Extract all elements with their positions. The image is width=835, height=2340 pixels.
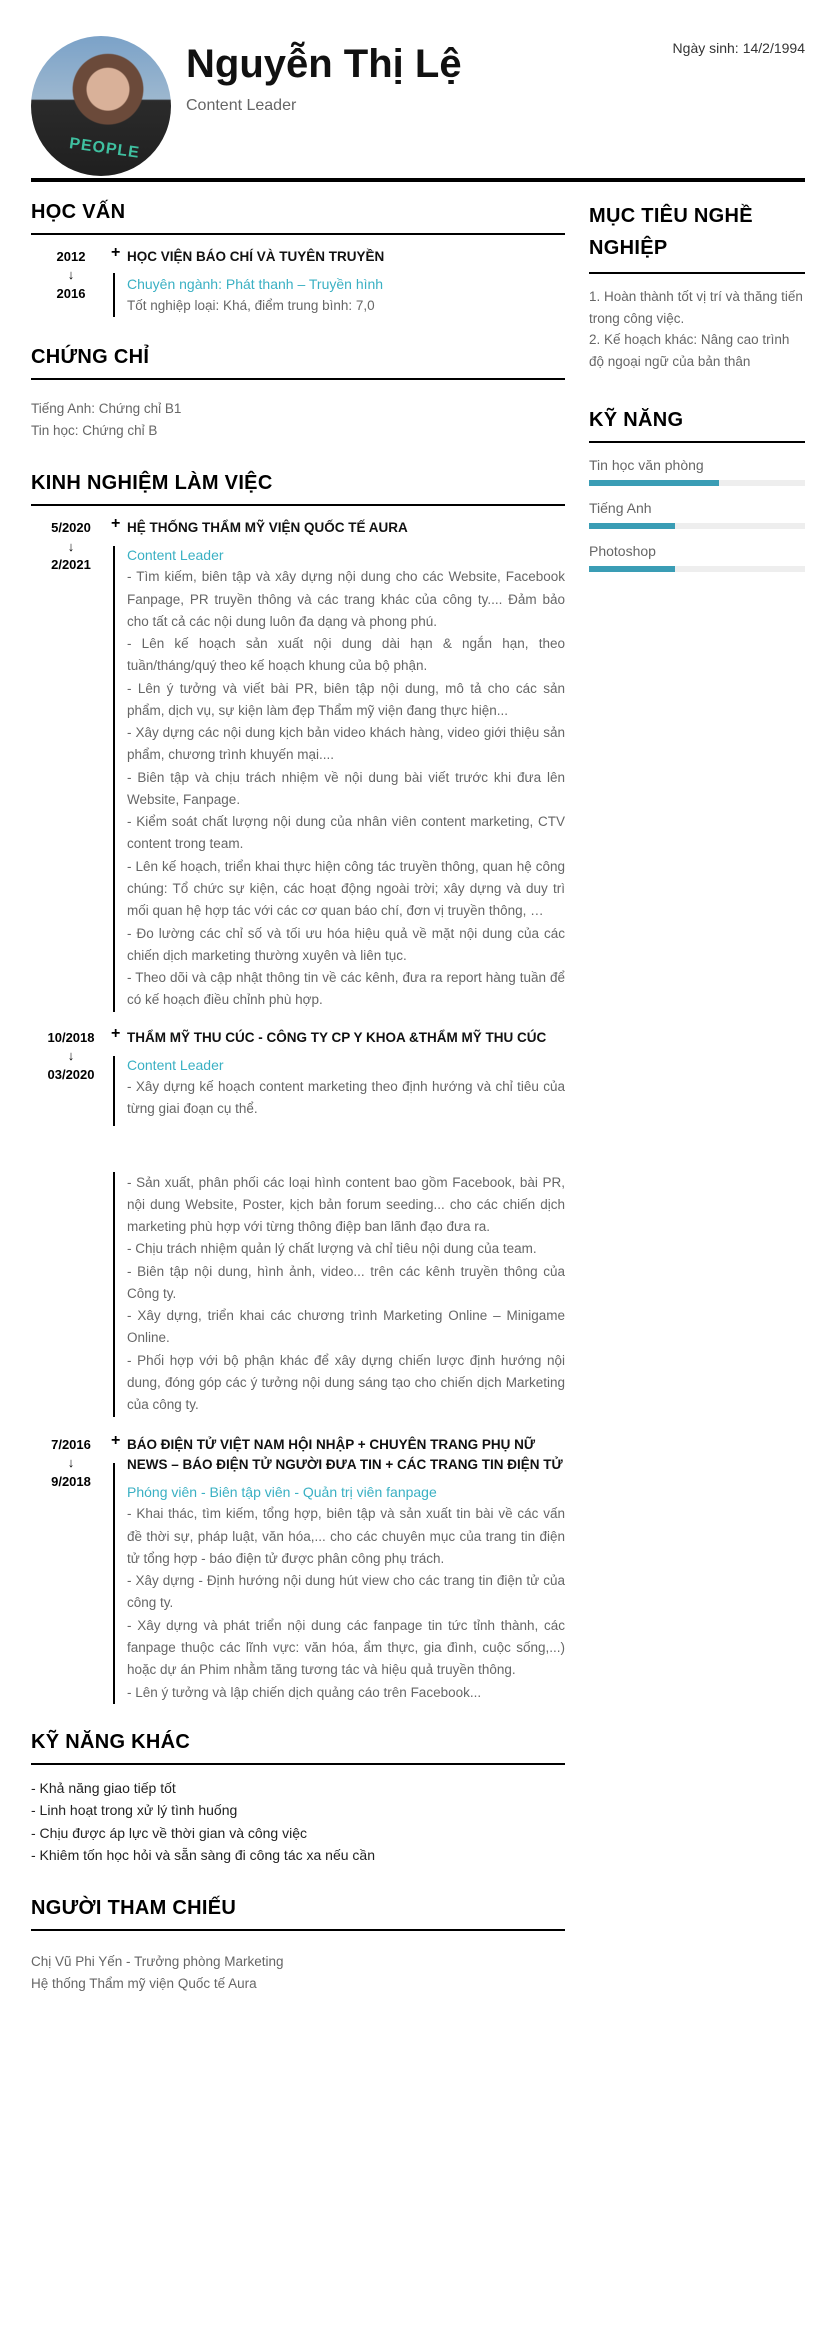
duty-line: - Lên kế hoạch, triển khai thực hiện công tác truyền thông, quan hệ công chúng: Tổ chức sự kiện, các hoạt động ngoài trời; xây dựng và duy trì mối quan hệ hợp tác với các cơ quan báo chí, đơn vị truyền thông, … [127, 858, 565, 919]
arrow-down-icon: ↓ [67, 267, 75, 283]
company-name: BÁO ĐIỆN TỬ VIỆT NAM HỘI NHẬP + CHUYÊN TRANG PHỤ NỮ NEWS – BÁO ĐIỆN TỬ NGƯỜI ĐƯA TIN + CÁC TRANG TIN ĐIỆN TỬ [127, 1436, 563, 1473]
entry-dates [31, 1028, 111, 1126]
duty-line: - Khai thác, tìm kiếm, tổng hợp, biên tập và sản xuất tin bài về các vấn đề thời sự, pháp luật, văn hóa,... cho các chuyên mục của trang tin điện tử tổng hợp - báo điện tử được phân công phụ trách. [127, 1506, 565, 1566]
header-divider [31, 178, 805, 182]
education-title: HỌC VẤN [31, 200, 565, 235]
plus-icon: + [111, 515, 121, 533]
duty-line: - Theo dõi và cập nhật thông tin về các kênh, đưa ra report hàng tuần để có kế hoạch điều chỉnh phù hợp. [127, 970, 565, 1008]
arrow-down-icon: ↓ [67, 538, 75, 554]
objective-item: 2. Kế hoạch khác: Nâng cao trình độ ngoại ngữ của bản thân [589, 332, 790, 369]
objective-item: 1. Hoàn thành tốt vị trí và thăng tiến trong công việc. [589, 289, 803, 326]
entry-body [111, 244, 565, 317]
company-name: THẨM MỸ THU CÚC - CÔNG TY CP Y KHOA &THẨM MỸ THU CÚC [127, 1029, 547, 1045]
duty-line: - Xây dựng, triển khai các chương trình Marketing Online – Minigame Online. [127, 1308, 565, 1346]
skills-section [589, 408, 805, 572]
date-start: 7/2016 [51, 1436, 91, 1452]
duty-line: - Sản xuất, phân phối các loại hình content bao gồm Facebook, bài PR, nội dung Website, Poster, kịch bản forum seeding... cho các chiến dịch marketing phù hợp với từng thông điệp ban lãnh đạo đưa ra. [127, 1174, 565, 1235]
other-skill-item: - Khả năng giao tiếp tốt [31, 1779, 176, 1796]
reference-item: Chị Vũ Phi Yến - Trưởng phòng Marketing [31, 1954, 284, 1970]
education-result: Tốt nghiệp loại: Khá, điểm trung bình: 7,0 [127, 297, 375, 313]
entry-body [111, 515, 565, 1011]
duty-line: - Lên ý tưởng và lập chiến dịch quảng cáo trên Facebook... [127, 1684, 482, 1700]
certificate-item: Tiếng Anh: Chứng chỉ B1 [31, 401, 182, 417]
job-description [127, 1172, 565, 1417]
job-description [127, 566, 565, 1011]
other-skill-item: - Linh hoạt trong xử lý tình huống [31, 1802, 238, 1819]
company-name: HỆ THỐNG THẨM MỸ VIỆN QUỐC TẾ AURA [127, 520, 408, 536]
education-section [31, 200, 565, 317]
certificates-section [31, 345, 565, 441]
duty-line: - Lên kế hoạch sản xuất nội dung dài hạn & ngắn hạn, theo tuần/tháng/quý theo kế hoạch khung của bộ phận. [127, 636, 565, 674]
plus-icon: + [111, 244, 121, 261]
date-end: 2/2021 [51, 557, 91, 573]
skill-bar [589, 480, 805, 486]
objective-section [589, 200, 805, 372]
dob-label: Ngày sinh: [672, 40, 739, 56]
other-skills-section [31, 1730, 565, 1867]
skill-item [589, 541, 805, 572]
date-end: 9/2018 [51, 1473, 91, 1489]
avatar [31, 36, 171, 176]
duty-line: - Phối hợp với bộ phận khác để xây dựng chiến lược định hướng nội dung, đóng góp các ý tưởng nội dung sáng tạo cho chiến dịch Marketing của công ty. [127, 1352, 565, 1413]
education-major: Chuyên ngành: Phát thanh – Truyền hình [127, 275, 384, 292]
experience-title: KINH NGHIỆM LÀM VIỆC [31, 471, 565, 506]
references-title: NGƯỜI THAM CHIẾU [31, 1896, 565, 1931]
duty-line: - Lên ý tưởng và viết bài PR, biên tập nội dung, mô tả cho các sản phẩm, dịch vụ, sự kiện làm đẹp Thẩm mỹ viện đang thực hiện... [127, 680, 565, 718]
duty-line: - Tìm kiếm, biên tập và xây dựng nội dung cho các Website, Facebook Fanpage, PR truyền thông và các trang khác của công ty.... Đảm bảo cho tất cả các nội dung luôn đa dạng và phong phú. [127, 569, 565, 629]
duty-line: - Xây dựng và phát triển nội dung các fanpage tin tức tỉnh thành, các fanpage thuộc các lĩnh vực: văn hóa, ẩm thực, gia đình, cuộc sống,...) hoặc dự án Phim nhằm tăng tương tác và hiệu quả truyền thông. [127, 1617, 565, 1678]
skill-item [589, 498, 805, 529]
duty-line: - Xây dựng kế hoạch content marketing theo định hướng và chỉ tiêu của từng giai đoạn cụ thể. [127, 1078, 565, 1116]
left-column [31, 200, 565, 1995]
skill-bar-fill [589, 523, 675, 529]
candidate-name: Nguyễn Thị Lệ [186, 42, 462, 86]
entry-dates [31, 247, 111, 317]
skill-bar [589, 523, 805, 529]
plus-icon: + [111, 1431, 121, 1449]
job-position: Phóng viên - Biên tập viên - Quản trị viên fanpage [127, 1484, 437, 1501]
resume-header [0, 0, 835, 185]
dob-value: 14/2/1994 [742, 40, 805, 56]
skill-bar-fill [589, 566, 675, 572]
date-end: 03/2020 [47, 1066, 95, 1082]
education-entry [31, 244, 565, 317]
skill-bar [589, 566, 805, 572]
experience-entry [31, 1024, 565, 1126]
other-skill-item: - Chịu được áp lực về thời gian và công việc [31, 1824, 308, 1841]
other-skills-title: KỸ NĂNG KHÁC [31, 1730, 565, 1765]
right-column [589, 200, 805, 584]
entry-body [111, 1172, 565, 1417]
entry-body [111, 1024, 565, 1126]
job-position: Content Leader [127, 547, 224, 564]
entry-dates [31, 1435, 111, 1704]
objective-title: MỤC TIÊU NGHỀ NGHIỆP [589, 200, 805, 274]
duty-line: - Xây dựng các nội dung kịch bản video khách hàng, video giới thiệu sản phẩm, chương trình khuyến mại.... [127, 725, 565, 763]
skill-name: Tiếng Anh [589, 500, 652, 517]
date-end: 2016 [56, 286, 86, 302]
skill-name: Photoshop [589, 543, 656, 560]
other-skill-item: - Khiêm tốn học hỏi và sẵn sàng đi công tác xa nếu cần [31, 1846, 375, 1863]
date-start: 2012 [56, 249, 86, 264]
job-position: Content Leader [127, 1056, 224, 1073]
reference-item: Hệ thống Thẩm mỹ viện Quốc tế Aura [31, 1975, 257, 1991]
experience-entry-continued [31, 1172, 565, 1417]
date-start: 10/2018 [47, 1029, 95, 1045]
entry-dates-empty [31, 1172, 111, 1417]
entry-dates [31, 518, 111, 1011]
job-description [127, 1503, 565, 1703]
references-section [31, 1896, 565, 1994]
avatar-shirt-text: PEOPLE [68, 135, 141, 162]
duty-line: - Kiểm soát chất lượng nội dung của nhân viên content marketing, CTV content trong team. [127, 814, 565, 852]
duty-line: - Chịu trách nhiệm quản lý chất lượng và chỉ tiêu nội dung của team. [127, 1241, 537, 1257]
experience-entry [31, 1431, 565, 1704]
skill-item [589, 455, 805, 486]
duty-line: - Đo lường các chỉ số và tối ưu hóa hiệu quả về mặt nội dung của các chiến dịch marketing thường xuyên và liên tục. [127, 925, 565, 963]
date-of-birth [669, 40, 805, 56]
candidate-role: Content Leader [186, 97, 297, 114]
duty-line: - Biên tập và chịu trách nhiệm về nội dung bài viết trước khi đưa lên Website, Fanpage. [127, 769, 565, 807]
experience-section [31, 471, 565, 1703]
school-name: HỌC VIỆN BÁO CHÍ VÀ TUYÊN TRUYỀN [127, 249, 385, 264]
skill-name: Tin học văn phòng [589, 457, 704, 474]
certificates-title: CHỨNG CHỈ [31, 345, 565, 380]
date-start: 5/2020 [51, 520, 91, 536]
experience-entry [31, 515, 565, 1011]
entry-body [111, 1431, 565, 1704]
certificate-item: Tin học: Chứng chỉ B [31, 422, 158, 438]
plus-icon: + [111, 1024, 121, 1042]
duty-line: - Biên tập nội dung, hình ảnh, video... trên các kênh truyền thông của Công ty. [127, 1263, 565, 1301]
arrow-down-icon: ↓ [67, 1047, 75, 1063]
skills-title: KỸ NĂNG [589, 408, 805, 443]
arrow-down-icon: ↓ [67, 1454, 75, 1470]
duty-line: - Xây dựng - Định hướng nội dung hút view cho các trang tin điện tử của công ty. [127, 1573, 565, 1611]
skill-bar-fill [589, 480, 719, 486]
job-description [127, 1076, 565, 1121]
